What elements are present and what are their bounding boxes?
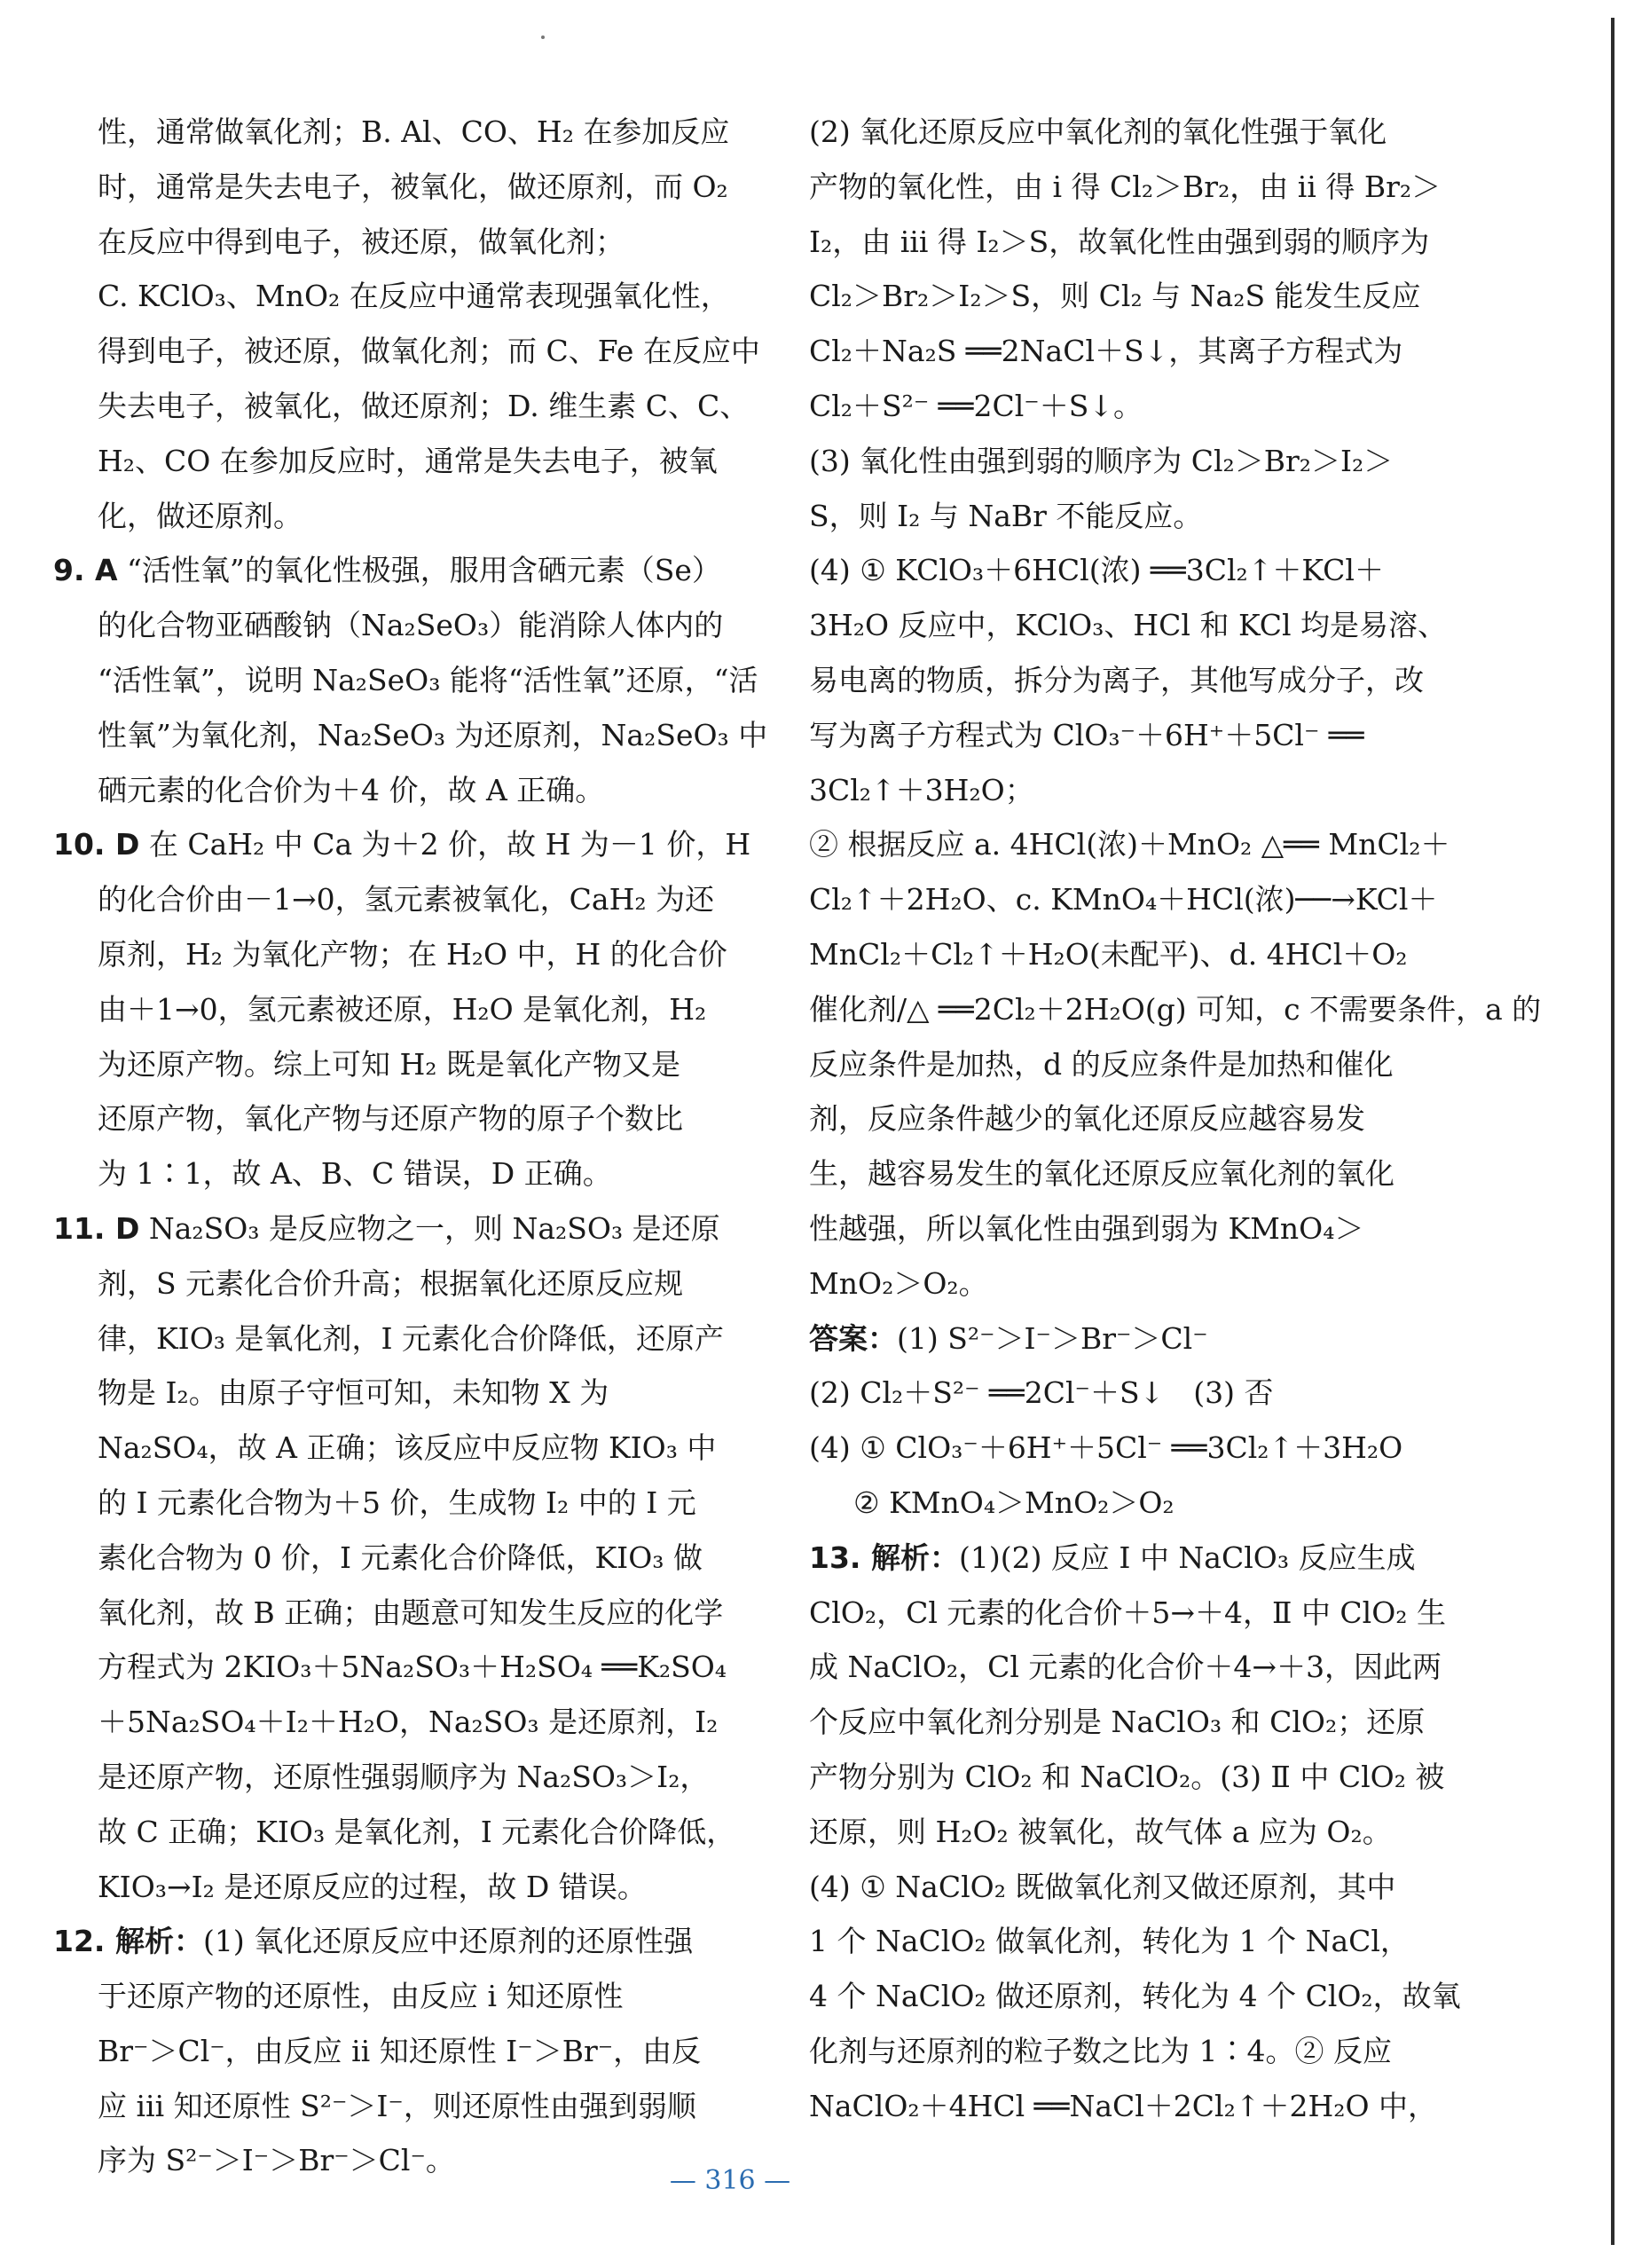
line-text: 4 个 NaClO₂ 做还原剂，转化为 4 个 ClO₂，故氧 <box>809 1979 1461 2014</box>
right-column-line <box>809 1476 1398 1531</box>
line-text: 为还原产物。综上可知 H₂ 既是氧化产物又是 <box>98 1046 680 1082</box>
line-text: ② KMnO₄＞MnO₂＞O₂ <box>853 1484 1175 1520</box>
left-column-line <box>53 982 707 1037</box>
left-column-line <box>53 1531 703 1586</box>
left-column-line <box>53 1146 692 1201</box>
line-text: 产物分别为 ClO₂ 和 NaClO₂。(3) Ⅱ 中 ClO₂ 被 <box>809 1759 1445 1794</box>
line-text: H₂、CO 在参加反应时，通常是失去电子，被氧 <box>98 443 718 478</box>
left-column-line <box>53 653 758 708</box>
line-text: 反应条件是加热，d 的反应条件是加热和催化 <box>809 1046 1394 1082</box>
line-text: (2) 氧化还原反应中氧化剂的氧化性强于氧化 <box>809 114 1387 149</box>
left-column-line <box>53 1640 727 1695</box>
line-text: 写为离子方程式为 ClO₃⁻＋6H⁺＋5Cl⁻ ══ <box>809 717 1364 752</box>
line-text: 易电离的物质，拆分为离子，其他写成分子，改 <box>809 662 1424 697</box>
right-column-line <box>809 379 1398 434</box>
right-column-line <box>809 763 1398 818</box>
line-text: 性，通常做氧化剂；B. Al、CO、H₂ 在参加反应 <box>98 114 730 149</box>
line-text: 序为 S²⁻＞I⁻＞Br⁻＞Cl⁻。 <box>98 2143 455 2178</box>
left-column-line <box>53 763 692 818</box>
line-text: 得到电子，被还原，做氧化剂；而 C、Fe 在反应中 <box>98 334 760 369</box>
line-text: 失去电子，被氧化，做还原剂；D. 维生素 C、C、 <box>98 388 750 423</box>
line-text: I₂，由 ⅲ 得 I₂＞S，故氧化性由强到弱的顺序为 <box>809 224 1430 259</box>
left-column-line <box>53 872 715 927</box>
line-text: (1)(2) 反应 Ⅰ 中 NaClO₃ 反应生成 <box>958 1540 1416 1575</box>
line-text: MnCl₂＋Cl₂↑＋H₂O(未配平)、d. 4HCl＋O₂ <box>809 936 1408 972</box>
line-text: ClO₂，Cl 元素的化合价＋5→＋4，Ⅱ 中 ClO₂ 生 <box>809 1595 1447 1630</box>
line-text: (1) S²⁻＞I⁻＞Br⁻＞Cl⁻ <box>897 1320 1208 1356</box>
left-column-line <box>53 1311 724 1366</box>
left-column-line <box>53 708 768 763</box>
line-text: 性越强，所以氧化性由强到弱为 KMnO₄＞ <box>809 1210 1364 1246</box>
right-column-line <box>809 489 1398 544</box>
right-column-line <box>809 269 1421 324</box>
left-column-line <box>53 598 724 653</box>
left-column-line <box>53 1366 692 1421</box>
left-column-line <box>53 1421 717 1476</box>
left-column-line <box>53 1750 710 1805</box>
line-text: (4) ① KClO₃＋6HCl(浓) ══3Cl₂↑＋KCl＋ <box>809 553 1384 588</box>
line-text: 产物的氧化性，由 ⅰ 得 Cl₂＞Br₂，由 ⅱ 得 Br₂＞ <box>809 169 1442 204</box>
line-text: C. KClO₃、MnO₂ 在反应中通常表现强氧化性， <box>98 279 730 314</box>
right-column-line <box>809 2024 1398 2079</box>
left-column-line <box>53 324 760 379</box>
left-column-line <box>53 817 751 872</box>
left-column-line <box>53 1969 692 2024</box>
left-column-line <box>53 489 692 544</box>
right-column-line <box>809 1146 1398 1201</box>
line-text: 个反应中氧化剂分别是 NaClO₃ 和 ClO₂；还原 <box>809 1705 1426 1740</box>
right-column-line <box>809 1311 1398 1366</box>
line-text: 成 NaClO₂，Cl 元素的化合价＋4→＋3，因此两 <box>809 1650 1442 1685</box>
line-text: 由＋1→0，氢元素被还原，H₂O 是氧化剂，H₂ <box>98 991 707 1027</box>
right-column-line <box>809 1695 1426 1750</box>
left-column-line <box>53 1914 692 1969</box>
line-text: Cl₂↑＋2H₂O、c. KMnO₄＋HCl(浓)──→KCl＋ <box>809 882 1438 917</box>
right-column-line <box>809 324 1403 379</box>
right-column-line <box>809 982 1542 1037</box>
left-column-line <box>53 1037 692 1092</box>
left-column-line <box>53 927 727 982</box>
line-text: (4) ① ClO₃⁻＋6H⁺＋5Cl⁻ ══3Cl₂↑＋3H₂O <box>809 1430 1403 1466</box>
right-column-line <box>809 1201 1398 1256</box>
right-column-line <box>809 215 1430 270</box>
line-text: Cl₂＞Br₂＞I₂＞S，则 Cl₂ 与 Na₂S 能发生反应 <box>809 279 1421 314</box>
line-text: 故 C 正确；KIO₃ 是氧化剂，I 元素化合价降低， <box>98 1814 736 1849</box>
right-column-line <box>809 105 1398 160</box>
line-text: 生，越容易发生的氧化还原反应氧化剂的氧化 <box>809 1156 1395 1192</box>
item-label: 答案： <box>809 1320 897 1356</box>
right-column-line <box>809 1640 1442 1695</box>
right-column-line <box>809 434 1398 489</box>
line-text: 素化合物为 0 价，I 元素化合价降低，KIO₃ 做 <box>98 1540 703 1575</box>
right-column-line <box>809 817 1450 872</box>
line-text: (1) 氧化还原反应中还原剂的还原性强 <box>202 1924 694 1959</box>
left-column-line <box>53 1476 696 1531</box>
page-edge-line <box>1611 18 1615 2245</box>
line-text: 氧化剂，故 B 正确；由题意可知发生反应的化学 <box>98 1595 724 1630</box>
right-column-line <box>809 1750 1445 1805</box>
right-column-line <box>809 1969 1461 2024</box>
left-column-line <box>53 2024 702 2079</box>
line-text: Cl₂＋S²⁻ ══2Cl⁻＋S↓。 <box>809 388 1143 423</box>
line-text: 剂，反应条件越少的氧化还原反应越容易发 <box>809 1101 1365 1137</box>
page-number: — 316 — <box>669 2165 791 2196</box>
right-column-line <box>809 927 1408 982</box>
line-text: (2) Cl₂＋S²⁻ ══2Cl⁻＋S↓ (3) 否 <box>809 1375 1274 1411</box>
line-text: (4) ① NaClO₂ 既做氧化剂又做还原剂，其中 <box>809 1869 1396 1904</box>
left-column-line <box>53 269 730 324</box>
right-column-line <box>809 2079 1438 2134</box>
line-text: 还原产物，氧化产物与还原产物的原子个数比 <box>98 1101 683 1137</box>
line-text: 硒元素的化合价为＋4 价，故 A 正确。 <box>98 772 605 807</box>
line-text: ＋5Na₂SO₄＋I₂＋H₂O，Na₂SO₃ 是还原剂，I₂ <box>98 1705 719 1740</box>
left-column-line <box>53 1586 724 1641</box>
line-text: 化剂与还原剂的粒子数之比为 1∶4。② 反应 <box>809 2033 1392 2068</box>
line-text: 1 个 NaClO₂ 做氧化剂，转化为 1 个 NaCl， <box>809 1924 1410 1959</box>
line-text: 物是 I₂。由原子守恒可知，未知物 X 为 <box>98 1375 609 1411</box>
right-column-line <box>809 1586 1447 1641</box>
right-column-line <box>809 1860 1398 1915</box>
right-column-line <box>809 1037 1398 1092</box>
line-text: 性氧”为氧化剂，Na₂SeO₃ 为还原剂，Na₂SeO₃ 中 <box>98 717 768 752</box>
line-text: 化，做还原剂。 <box>98 498 302 533</box>
right-column-line <box>809 1531 1416 1586</box>
line-text: 时，通常是失去电子，被氧化，做还原剂，而 O₂ <box>98 169 728 204</box>
line-text: Na₂SO₃ 是反应物之一，则 Na₂SO₃ 是还原 <box>139 1210 720 1246</box>
line-text: 在反应中得到电子，被还原，做氧化剂； <box>98 224 625 259</box>
item-label: 12. 解析： <box>53 1924 203 1959</box>
right-column-line <box>809 653 1424 708</box>
right-column-line <box>809 872 1438 927</box>
left-column-line <box>53 1091 692 1146</box>
line-text: 3H₂O 反应中，KClO₃、HCl 和 KCl 均是易溶、 <box>809 608 1448 643</box>
line-text: ② 根据反应 a. 4HCl(浓)＋MnO₂ △══ MnCl₂＋ <box>809 827 1450 862</box>
line-text: (3) 氧化性由强到弱的顺序为 Cl₂＞Br₂＞I₂＞ <box>809 443 1394 478</box>
left-column-line <box>53 379 750 434</box>
left-column-line <box>53 1695 719 1750</box>
left-column-line <box>53 1805 736 1860</box>
line-text: Cl₂＋Na₂S ══2NaCl＋S↓，其离子方程式为 <box>809 334 1403 369</box>
line-text: MnO₂＞O₂。 <box>809 1265 988 1301</box>
right-column-line <box>809 543 1398 598</box>
right-column-line <box>809 708 1398 763</box>
line-text: 原剂，H₂ 为氧化产物；在 H₂O 中，H 的化合价 <box>98 936 727 972</box>
line-text: 于还原产物的还原性，由反应 ⅰ 知还原性 <box>98 1979 624 2014</box>
left-column-line <box>53 1256 692 1311</box>
right-column <box>809 105 1542 2133</box>
line-text: “活性氧”的氧化性极强，服用含硒元素（Se） <box>117 553 721 588</box>
line-text: 催化剂/△ ══2Cl₂＋2H₂O(g) 可知，c 不需要条件，a 的 <box>809 991 1542 1027</box>
right-column-line <box>809 160 1442 215</box>
line-text: KIO₃→I₂ 是还原反应的过程，故 D 错误。 <box>98 1869 647 1904</box>
left-column-line <box>53 434 718 489</box>
right-column-line <box>809 1256 1398 1311</box>
left-column-line <box>53 2079 696 2134</box>
line-text: Na₂SO₄，故 A 正确；该反应中反应物 KIO₃ 中 <box>98 1430 717 1466</box>
item-label: 11. D <box>53 1210 140 1246</box>
line-text: “活性氧”，说明 Na₂SeO₃ 能将“活性氧”还原，“活 <box>98 662 758 697</box>
right-column-line <box>809 1914 1410 1969</box>
line-text: Br⁻＞Cl⁻，由反应 ⅱ 知还原性 I⁻＞Br⁻，由反 <box>98 2033 702 2068</box>
right-column-line <box>809 598 1448 653</box>
line-text: 的化合价由－1→0，氢元素被氧化，CaH₂ 为还 <box>98 882 715 917</box>
line-text: 方程式为 2KIO₃＋5Na₂SO₃＋H₂SO₄ ══K₂SO₄ <box>98 1650 727 1685</box>
line-text: 在 CaH₂ 中 Ca 为＋2 价，故 H 为－1 价，H <box>139 827 751 862</box>
right-column-line <box>809 1421 1403 1476</box>
right-column-line <box>809 1091 1398 1146</box>
left-column-line <box>53 1201 720 1256</box>
line-text: 3Cl₂↑＋3H₂O； <box>809 772 1034 807</box>
left-column-line <box>53 215 692 270</box>
left-column-line <box>53 1860 692 1915</box>
scan-dot <box>541 35 545 39</box>
right-column-line <box>809 1366 1398 1421</box>
line-text: S，则 I₂ 与 NaBr 不能反应。 <box>809 498 1203 533</box>
line-text: 应 ⅲ 知还原性 S²⁻＞I⁻，则还原性由强到弱顺 <box>98 2088 696 2123</box>
left-column-line <box>53 160 728 215</box>
line-text: 律，KIO₃ 是氧化剂，I 元素化合价降低，还原产 <box>98 1320 724 1356</box>
line-text: 是还原产物，还原性强弱顺序为 Na₂SO₃＞I₂， <box>98 1759 710 1794</box>
line-text: 还原，则 H₂O₂ 被氧化，故气体 a 应为 O₂。 <box>809 1814 1392 1849</box>
item-label: 13. 解析： <box>809 1540 959 1575</box>
line-text: 的 I 元素化合物为＋5 价，生成物 I₂ 中的 I 元 <box>98 1484 696 1520</box>
left-column-line <box>53 543 721 598</box>
line-text: 剂，S 元素化合价升高；根据氧化还原反应规 <box>98 1265 684 1301</box>
line-text: 为 1∶1，故 A、B、C 错误，D 正确。 <box>98 1156 612 1192</box>
item-label: 9. A <box>53 553 118 588</box>
item-label: 10. D <box>53 827 140 862</box>
left-column-line <box>53 105 730 160</box>
line-text: 的化合物亚硒酸钠（Na₂SeO₃）能消除人体内的 <box>98 608 724 643</box>
right-column-line <box>809 1805 1398 1860</box>
line-text: NaClO₂＋4HCl ══NaCl＋2Cl₂↑＋2H₂O 中， <box>809 2088 1438 2123</box>
